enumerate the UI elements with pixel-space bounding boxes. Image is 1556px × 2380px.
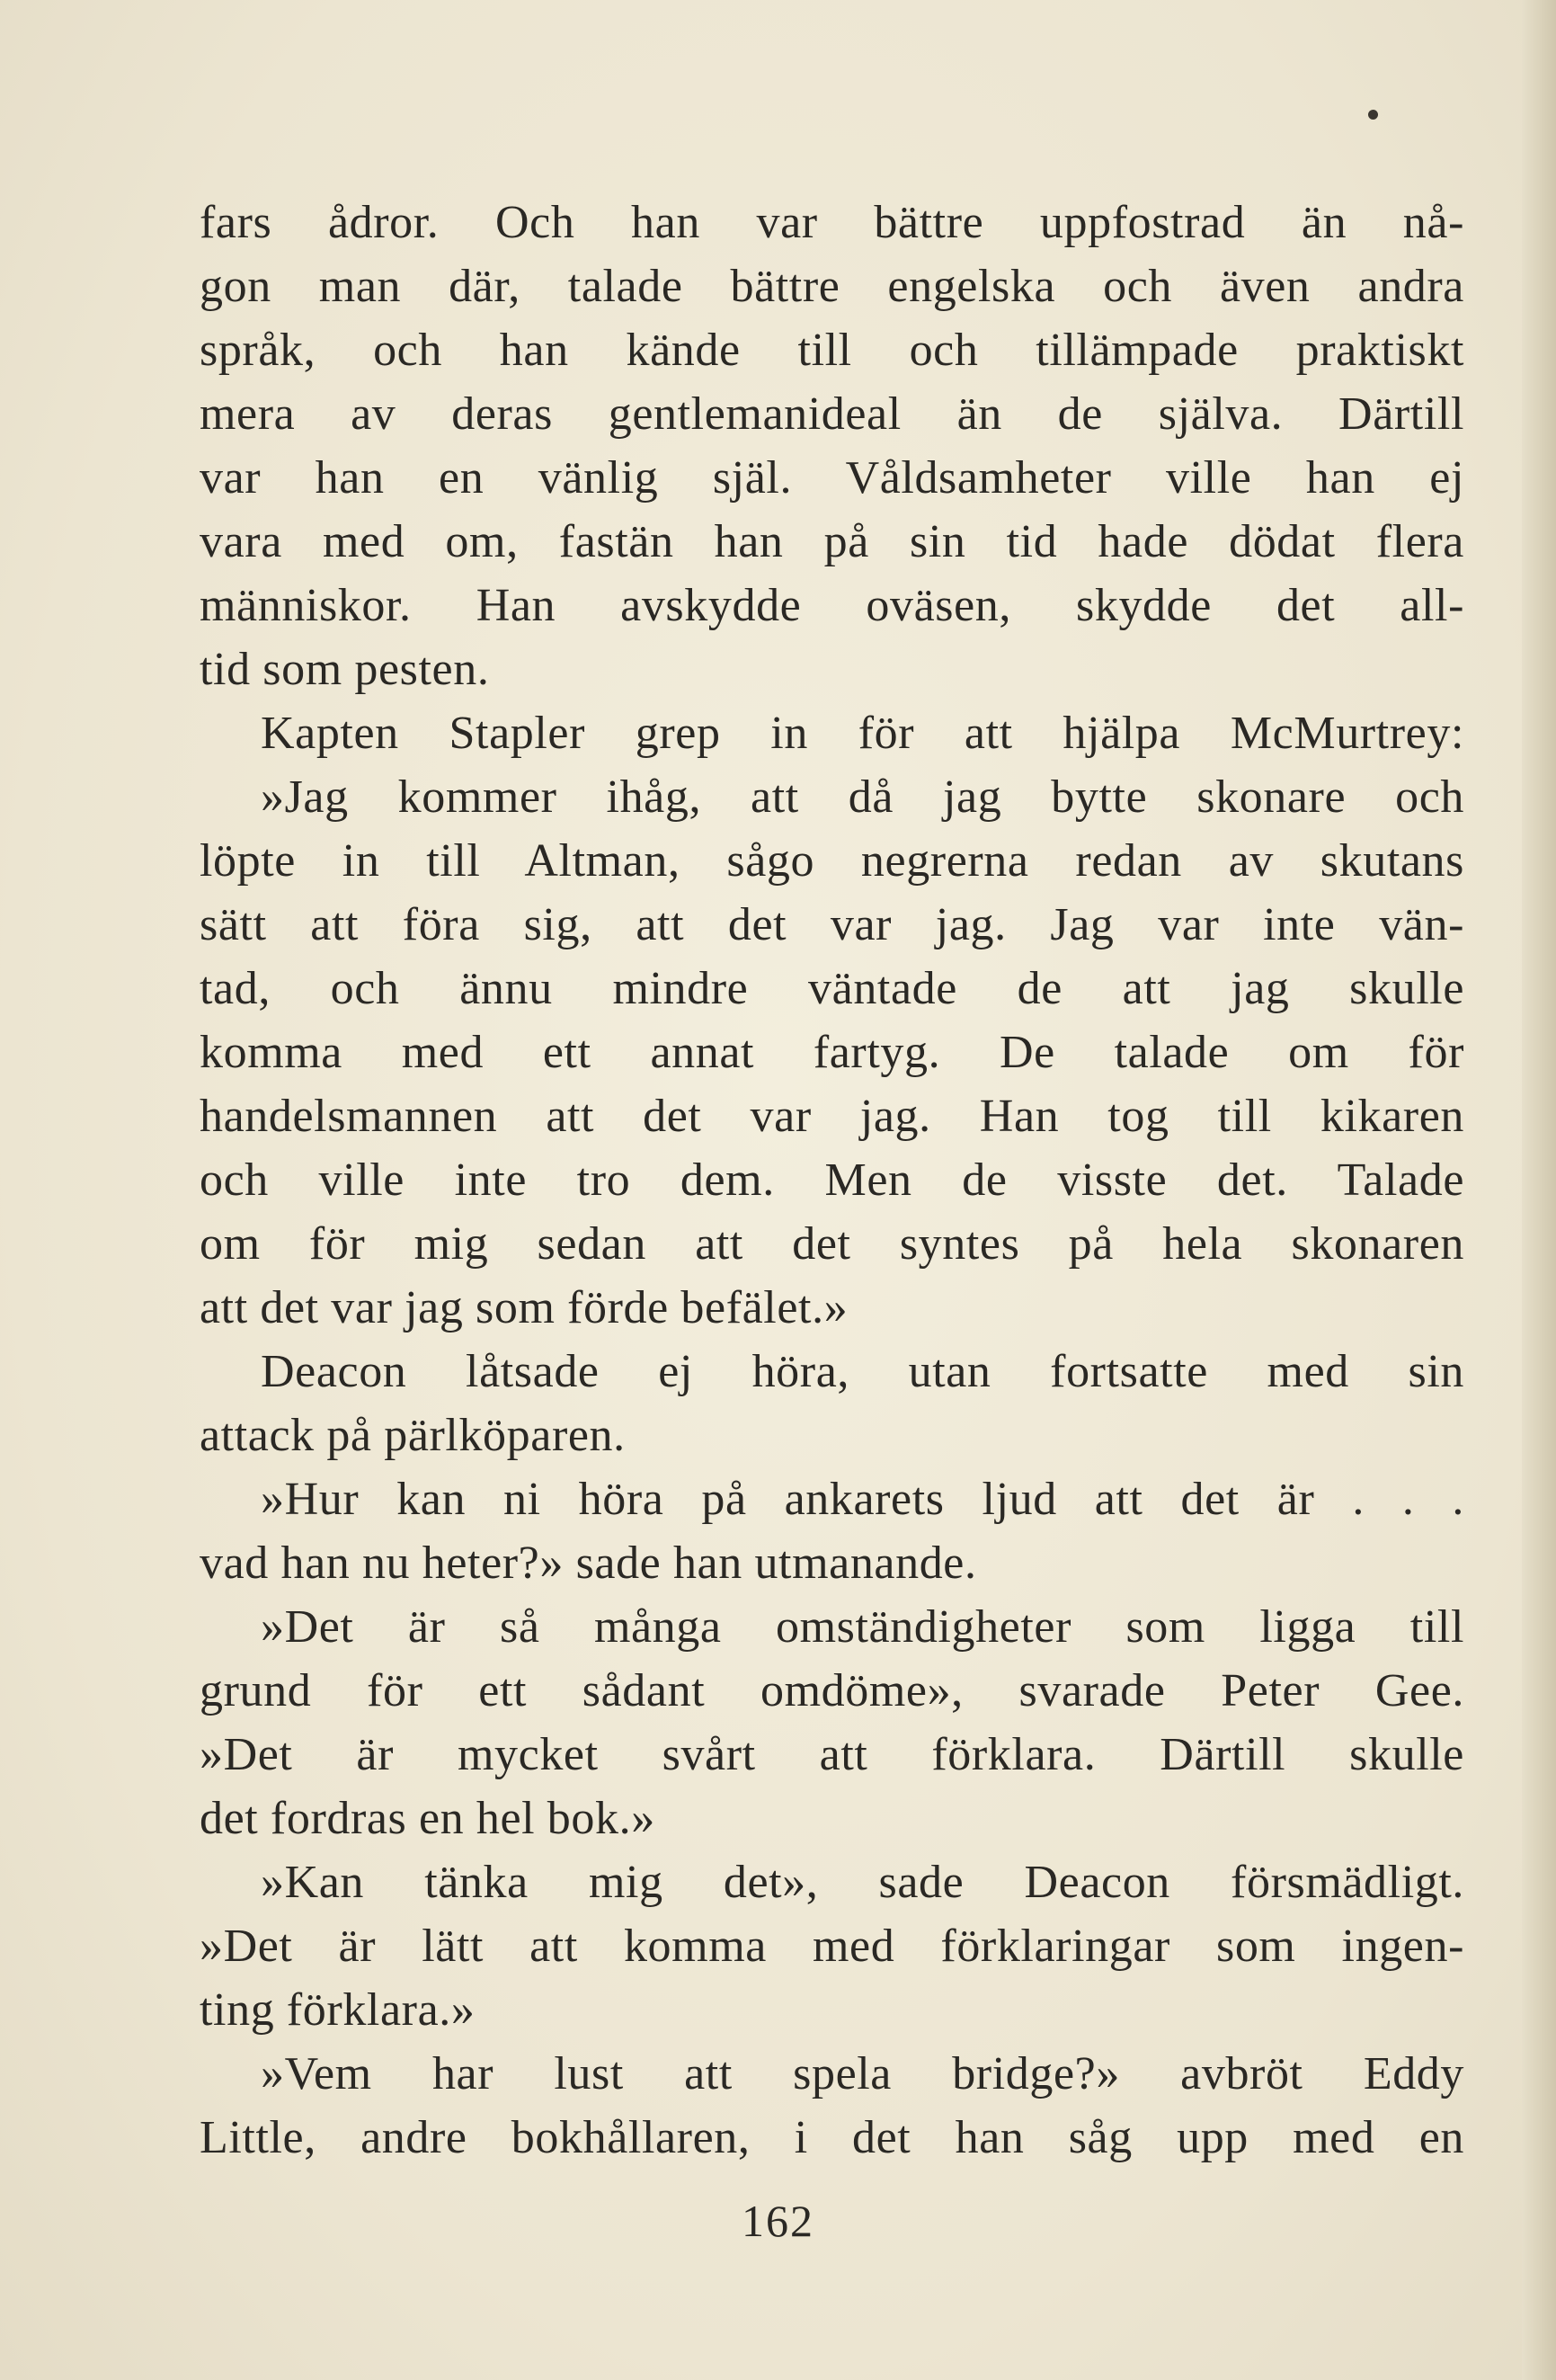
text-line: Kapten Stapler grep in för att hjälpa McMurtrey: — [261, 708, 1464, 759]
text-line: människor. Han avskydde oväsen, skydde det all- — [200, 580, 1464, 631]
text-line: »Kan tänka mig det», sade Deacon försmädligt. — [261, 1857, 1464, 1908]
page-edge-shadow — [1522, 0, 1556, 2380]
text-line: komma med ett annat fartyg. De talade om för — [200, 1027, 1464, 1078]
text-line: om för mig sedan att det syntes på hela skonaren — [200, 1218, 1464, 1270]
text-line: mera av deras gentlemanideal än de själva. Därtill — [200, 388, 1464, 440]
text-line: att det var jag som förde befälet.» — [200, 1282, 849, 1333]
text-line: tid som pesten. — [200, 644, 490, 695]
body-text — [200, 191, 1464, 2170]
text-line: var han en vänlig själ. Våldsamheter ville han ej — [200, 452, 1464, 504]
text-line: tad, och ännu mindre väntade de att jag skulle — [200, 963, 1464, 1014]
text-line: fars ådror. Och han var bättre uppfostrad än nå- — [200, 197, 1464, 248]
text-line: »Hur kan ni höra på ankarets ljud att det är . . . — [261, 1474, 1464, 1525]
text-line: grund för ett sådant omdöme», svarade Peter Gee. — [200, 1665, 1464, 1716]
text-line: »Vem har lust att spela bridge?» avbröt Eddy — [261, 2048, 1464, 2099]
text-line: det fordras en hel bok.» — [200, 1793, 655, 1844]
text-line: Little, andre bokhållaren, i det han såg upp med en — [200, 2112, 1464, 2163]
text-line: vara med om, fastän han på sin tid hade dödat flera — [200, 516, 1464, 567]
text-line: vad han nu heter?» sade han utmanande. — [200, 1538, 977, 1589]
text-line: »Det är så många omständigheter som ligga till — [261, 1601, 1464, 1653]
page-number: 162 — [742, 2196, 814, 2246]
text-line: ting förklara.» — [200, 1984, 476, 2036]
text-line: »Det är mycket svårt att förklara. Därtill skulle — [200, 1729, 1464, 1780]
text-line: attack på pärlköparen. — [200, 1410, 626, 1461]
text-line: gon man där, talade bättre engelska och även andra — [200, 261, 1464, 312]
text-line: och ville inte tro dem. Men de visste det. Talade — [200, 1154, 1464, 1206]
text-line: språk, och han kände till och tillämpade praktiskt — [200, 325, 1464, 376]
text-line: sätt att föra sig, att det var jag. Jag var inte vän- — [200, 899, 1464, 950]
text-line: löpte in till Altman, sågo negrerna redan av skutans — [200, 835, 1464, 887]
text-line: »Jag kommer ihåg, att då jag bytte skonare och — [261, 771, 1464, 823]
ink-dot-mark — [1368, 110, 1378, 120]
text-line: »Det är lätt att komma med förklaringar som ingen- — [200, 1921, 1464, 1972]
text-line: Deacon låtsade ej höra, utan fortsatte med sin — [261, 1346, 1464, 1397]
text-line: handelsmannen att det var jag. Han tog till kikaren — [200, 1091, 1464, 1142]
